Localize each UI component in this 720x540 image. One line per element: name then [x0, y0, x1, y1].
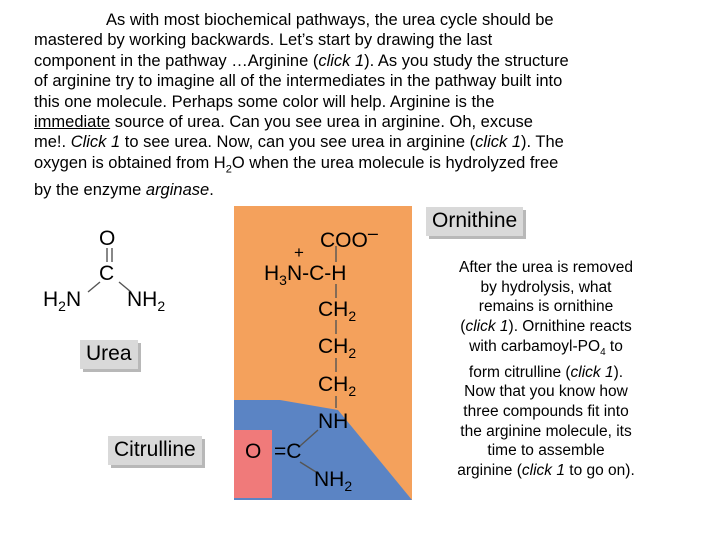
arginine-ch2-3: $CH_2$ [318, 373, 357, 400]
intro-line-3: component in the pathway …Arginine (click 1). As you study the structure [34, 51, 569, 70]
arginine-eq-c: =C [274, 440, 302, 463]
ornithine-label: Ornithine [426, 207, 523, 236]
citrulline-label: Citrulline [108, 436, 202, 465]
intro-line-4: of arginine try to imagine all of the intermediates in the pathway built into [34, 72, 563, 91]
immediate-word: immediate [34, 113, 111, 132]
click-1-link[interactable]: click 1 [318, 51, 365, 70]
click-1-link[interactable]: click 1 [475, 133, 522, 152]
click-1-link[interactable]: click 1 [521, 462, 565, 480]
intro-line-1: As with most biochemical pathways, the urea cycle should be [106, 11, 554, 29]
intro-line-2: mastered by working backwards. Let’s start by drawing the last [34, 31, 493, 50]
click-1-link[interactable]: Click 1 [70, 133, 121, 152]
intro-line-5: this one molecule. Perhaps some color will help. Arginine is the [34, 92, 495, 111]
urea-carbon: C [99, 262, 115, 285]
click-1-link[interactable]: click 1 [570, 363, 614, 381]
arginine-h3n-c-h: $H_3N-C-H$ [264, 262, 347, 289]
click-1-link[interactable]: click 1 [465, 318, 509, 336]
arginine-oxygen: O [245, 440, 262, 463]
urea-label: Urea [80, 340, 138, 369]
intro-line-7: me!. Click 1 to see urea. Now, can you see urea in arginine (click 1). The [34, 133, 564, 152]
ornithine-note: After the urea is removed by hydrolysis, what remains is ornithine (click 1). Ornithine reacts with carbamoyl-$PO_4$ to form citrulline (click 1). Now that you know how three compounds fit into the arginine molecule, its time to assemble arginine (click 1 to go on). [457, 259, 635, 480]
urea-h2n: $H_2N$ [43, 288, 82, 315]
intro-line-9: by the enzyme arginase. [34, 180, 214, 199]
intro-line-8: oxygen is obtained from $H_2O$ when the urea molecule is hydrolyzed free [34, 153, 559, 176]
arginine-nh2: $NH_2$ [314, 468, 353, 495]
intro-line-6: immediate source of urea. Can you see urea in arginine. Oh, excuse [34, 113, 533, 132]
arginine-coo: COO– [320, 223, 378, 252]
urea-nh2: $NH_2$ [127, 288, 166, 315]
arginine-ch2-1: $CH_2$ [318, 298, 357, 325]
arginine-plus-charge: + [294, 243, 304, 262]
arginine-nh: NH [318, 410, 349, 433]
urea-oxygen: O [99, 227, 116, 250]
arginine-ch2-2: $CH_2$ [318, 335, 357, 362]
